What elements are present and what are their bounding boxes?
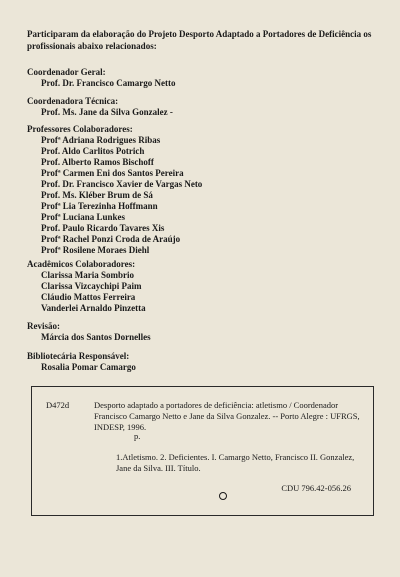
section-heading: Revisão: (27, 321, 60, 331)
section-heading: Coordenador Geral: (27, 67, 106, 77)
name-line: Profª Carmen Eni dos Santos Pereira (41, 168, 184, 178)
name-line: Profª Rosilene Moraes Diehl (41, 245, 150, 255)
name-line: Prof. Aldo Carlitos Potrich (41, 146, 145, 156)
name-line: Prof. Dr. Francisco Camargo Netto (41, 78, 176, 88)
name-line: Profª Adriana Rodrigues Ribas (41, 135, 161, 145)
section-heading: Professores Colaboradores: (27, 124, 133, 134)
catalog-entry: Desporto adaptado a portadores de deficiência: atletismo / Coordenador Francisco Camargo Netto e Jane da Silva Gonzalez. -- Porto Alegre : UFRGS, INDESP, 1996. (94, 400, 360, 432)
name-line: Profª Lia Terezinha Hoffmann (41, 201, 158, 211)
name-line: Clarissa Vizcaychipi Paim (41, 281, 142, 291)
page-count: p. (134, 431, 141, 441)
subject-headings: 1.Atletismo. 2. Deficientes. I. Camargo Netto, Francisco II. Gonzalez, Jane da Silva. III. Título. (116, 452, 355, 473)
name-line: Rosalia Pomar Camargo (41, 362, 136, 372)
section-academicos (27, 259, 146, 314)
section-coordenadora-tecnica (27, 96, 173, 118)
name-line: Márcia dos Santos Dornelles (41, 332, 151, 342)
section-heading: Acadêmicos Colaboradores: (27, 259, 136, 269)
name-line: Cláudio Mattos Ferreira (41, 292, 136, 302)
name-line: Prof. Paulo Ricardo Tavares Xis (41, 223, 165, 233)
section-heading: Coordenadora Técnica: (27, 96, 119, 106)
intro-paragraph: Participaram da elaboração do Projeto Desporto Adaptado a Portadores de Deficiência os profissionais abaixo relacionados: (27, 29, 372, 51)
name-line: Prof. Ms. Jane da Silva Gonzalez - (41, 107, 173, 117)
section-bibliotecaria (27, 351, 136, 373)
catalog-card (31, 386, 374, 516)
name-line: Profª Luciana Lunkes (41, 212, 126, 222)
section-professores (27, 124, 202, 256)
section-coordenador (27, 67, 175, 89)
name-line: Prof. Ms. Kléber Brum de Sá (41, 190, 153, 200)
call-number: D472d (46, 400, 70, 410)
hole-circle-icon (219, 492, 227, 500)
name-line: Prof. Dr. Francisco Xavier de Vargas Neto (41, 179, 203, 189)
cdu-classification: CDU 796.42-056.26 (281, 483, 351, 493)
name-line: Profª Rachel Ponzi Croda de Araújo (41, 234, 181, 244)
name-line: Vanderlei Arnaldo Pinzetta (41, 303, 146, 313)
name-line: Clarissa Maria Sombrio (41, 270, 134, 280)
section-heading: Bibliotecária Responsável: (27, 351, 130, 361)
name-line: Prof. Alberto Ramos Bischoff (41, 157, 154, 167)
section-revisao (27, 321, 151, 343)
